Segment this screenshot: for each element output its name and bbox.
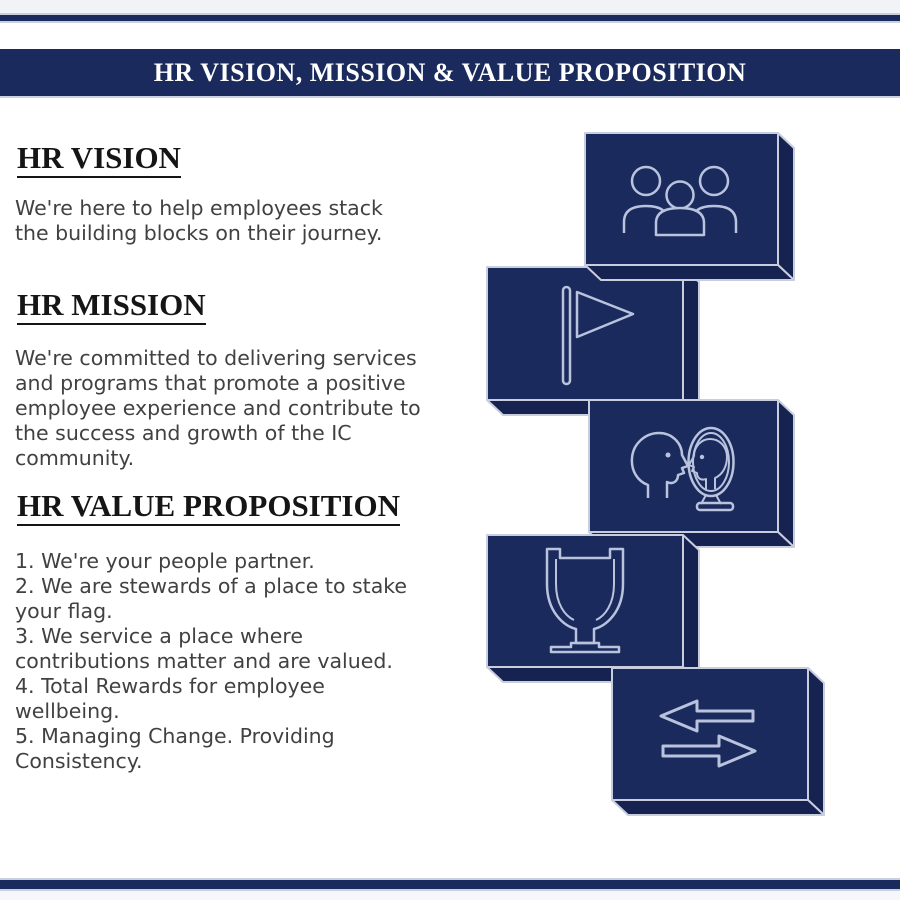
banner-bottom-line xyxy=(0,96,900,98)
title-banner xyxy=(0,49,900,96)
building-block-1 xyxy=(585,133,794,280)
list-line: 3. We service a place where xyxy=(15,624,303,648)
building-block-5 xyxy=(612,668,824,815)
list-line: contributions matter and are valued. xyxy=(15,649,393,673)
section-heading-mission xyxy=(17,287,206,323)
paragraph-line: We're committed to delivering services xyxy=(15,346,417,370)
list-line: wellbeing. xyxy=(15,699,120,723)
top-strip xyxy=(0,0,900,13)
paragraph-line: community. xyxy=(15,446,135,470)
section-heading-value-proposition xyxy=(17,488,400,524)
building-block-3 xyxy=(589,400,794,547)
paragraph-line: We're here to help employees stack xyxy=(15,196,383,220)
mission-paragraph xyxy=(15,346,421,471)
building-block-4 xyxy=(487,535,699,682)
list-line: 5. Managing Change. Providing xyxy=(15,724,335,748)
list-line: 1. We're your people partner. xyxy=(15,549,315,573)
paragraph-line: and programs that promote a positive xyxy=(15,371,406,395)
heading-text: HR VISION xyxy=(17,140,181,178)
building-block-2 xyxy=(487,267,699,415)
heading-text: HR MISSION xyxy=(17,287,206,325)
list-line: 2. We are stewards of a place to stake xyxy=(15,574,408,598)
paragraph-line: employee experience and contribute to xyxy=(15,396,421,420)
list-line: 4. Total Rewards for employee xyxy=(15,674,325,698)
list-line: your flag. xyxy=(15,599,113,623)
bottom-navy-rule xyxy=(0,880,900,889)
heading-text: HR VALUE PROPOSITION xyxy=(17,488,400,526)
value-proposition-list xyxy=(15,549,407,774)
banner-title: HR VISION, MISSION & VALUE PROPOSITION xyxy=(153,57,747,87)
bottom-strip xyxy=(0,891,900,900)
building-blocks-graphic xyxy=(450,110,900,830)
paragraph-line: the success and growth of the IC xyxy=(15,421,352,445)
section-heading-vision xyxy=(17,140,181,176)
list-line: Consistency. xyxy=(15,749,143,773)
paragraph-line: the building blocks on their journey. xyxy=(15,221,383,245)
vision-paragraph xyxy=(15,196,383,246)
top-divider-line-2 xyxy=(0,21,900,23)
